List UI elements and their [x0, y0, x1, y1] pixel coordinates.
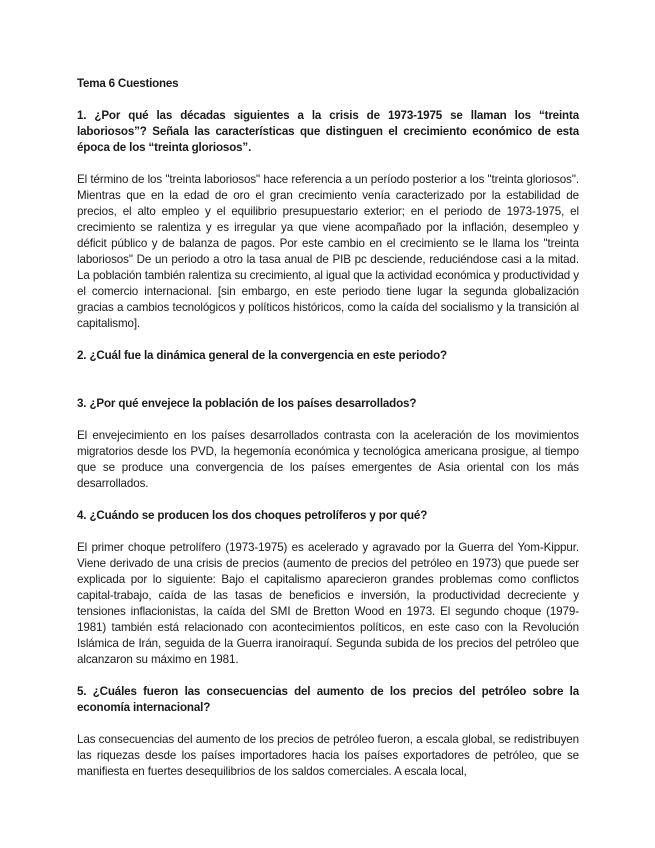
- question-1: 1. ¿Por qué las décadas siguientes a la crisis de 1973-1975 se llaman los “treinta laboriosos”? Señala las características que distinguen el crecimiento económico de esta época de los “treinta gloriosos”.: [77, 109, 579, 154]
- answer-1: El término de los "treinta laboriosos" hace referencia a un período posterior a los "treinta gloriosos". Mientras que en la edad de oro el gran crecimiento venía caracterizado por la estabilidad de precios, el alto empleo y el equilibrio presupuestario exterior; en el periodo de 1973-1975, el crecimiento se ralentiza y es irregular ya que viene acompañado por la inflación, desempleo y déficit público y de balanza de pagos. Por este cambio en el crecimiento se le llama los "treinta laboriosos" De un periodo a otro la tasa anual de PIB pc desciende, reduciéndose casi a la mitad. La población también ralentiza su crecimiento, al igual que la actividad económica y productividad y el comercio internacional. [sin embargo, en este periodo tiene lugar la segunda globalización gracias a cambios tecnológicos y políticos históricos, como la caída del socialismo y la transición al capitalismo].: [77, 173, 579, 330]
- empty-answer-2: [77, 380, 579, 396]
- answer-4: El primer choque petrolífero (1973-1975) es acelerado y agravado por la Guerra del Yom-Kippur. Viene derivado de una crisis de precios (aumento de precios del petróleo en 1973) que puede ser explicada por lo siguiente: Bajo el capitalismo aparecieron grandes problemas como conflictos capital-trabajo, caída de las tasas de beneficios e inversión, la productividad decreciente y tensiones inflacionistas, la caída del SMI de Bretton Wood en 1973. El segundo choque (1979-1981) también está relacionado con acontecimientos políticos, en este caso con la Revolución Islámica de Irán, seguida de la Guerra iranoiraquí. Segunda subida de los precios del petróleo que alcanzaron su máximo en 1981.: [77, 541, 579, 666]
- question-section-1: [77, 108, 579, 332]
- question-5: 5. ¿Cuáles fueron las consecuencias del aumento de los precios del petróleo sobre la economía internacional?: [77, 685, 579, 714]
- question-2: 2. ¿Cuál fue la dinámica general de la convergencia en este periodo?: [77, 349, 447, 362]
- question-section-4: [77, 508, 579, 668]
- question-section-2: [77, 348, 579, 396]
- question-4: 4. ¿Cuándo se producen los dos choques petrolíferos y por qué?: [77, 509, 428, 522]
- answer-5: Las consecuencias del aumento de los precios de petróleo fueron, a escala global, se redistribuyen las riquezas desde los países importadores hacia los países exportadores de petróleo, que se manifiesta en fuertes desequilibrios de los saldos comerciales. A escala local,: [77, 733, 579, 778]
- question-section-3: [77, 396, 579, 492]
- document-page: [77, 76, 579, 796]
- question-section-5: [77, 684, 579, 780]
- question-3: 3. ¿Por qué envejece la población de los países desarrollados?: [77, 397, 417, 410]
- answer-3: El envejecimiento en los países desarrollados contrasta con la aceleración de los movimientos migratorios desde los PVD, la hegemonía económica y tecnológica americana prosigue, al tiempo que se produce una convergencia de los países emergentes de Asia oriental con los más desarrollados.: [77, 429, 579, 490]
- document-title: Tema 6 Cuestiones: [77, 77, 179, 90]
